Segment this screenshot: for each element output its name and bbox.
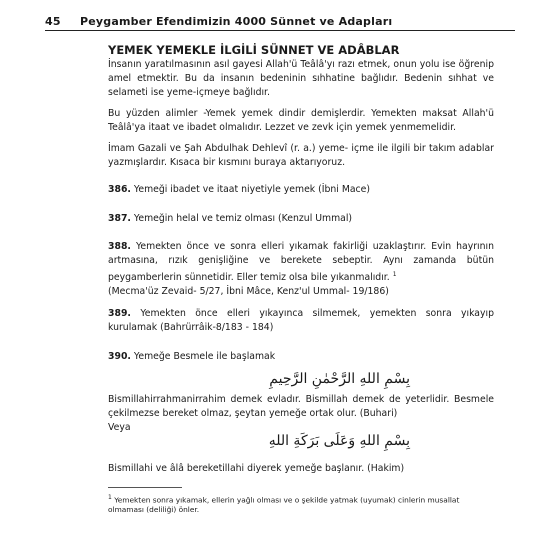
section-title: YEMEK YEMEKLE İLGİLİ SÜNNET VE ADÂBLAR: [108, 43, 400, 57]
item-text: Yemeğin helal ve temiz olması (Kenzul Ummal): [133, 213, 353, 224]
item-387: [108, 212, 494, 226]
item-text: Yemeği ibadet ve itaat niyetiyle yemek (İbni Mace): [133, 184, 371, 195]
running-title: Peygamber Efendimizin 4000 Sünnet ve Adapları: [80, 15, 393, 28]
basmala-paragraph: Bismillahirrahmanirrahim demek evladır. Bismillah demek de yeterlidir. Besmele çekilmezse bereket olmaz, şeytan yemeğe ortak olur. (Buhari): [108, 394, 494, 419]
footnote-mark: 1: [108, 494, 112, 501]
item-number: 389.: [108, 308, 131, 319]
item-386: [108, 183, 494, 197]
item-389: [108, 307, 494, 335]
footnote-marker: 1: [392, 271, 397, 278]
item-number: 386.: [108, 184, 131, 195]
arabic-bereket: بِسْمِ اللهِ وَعَلَى بَرَكَةِ اللهِ: [268, 433, 410, 449]
intro-paragraph-2: Bu yüzden alimler -Yemek yemek dindir demişlerdir. Yemekten maksat Allah'ü Teâlâ'ya itaat ve ibadet olmalıdır. Lezzet ve zevk için yemek yenmemelidir.: [108, 108, 494, 133]
footnote-rule: [108, 487, 182, 488]
item-text: Yemeğe Besmele ile başlamak: [133, 351, 276, 362]
page-header: [45, 12, 515, 32]
page-number: 45: [45, 15, 61, 28]
intro-paragraph-3: İmam Gazali ve Şah Abdulhak Dehlevî (r. a.) yeme- içme ile ilgili bir takım adablar yazmışlardır. Kısaca bir kısmını buraya aktarıyoruz.: [108, 143, 494, 168]
item-text: Yemekten önce ve sonra elleri yıkamak fakirliği uzaklaştırır. Evin hayrının artmasına, rızık genişliğine ve berekete sebeptir. Aynı zamanda bütün peygamberlerin sünnetidir. Eller temiz olsa bile yıkanmalıdır.: [108, 241, 494, 284]
item-number: 388.: [108, 241, 131, 252]
item-number: 390.: [108, 351, 131, 362]
footnote: [108, 493, 488, 515]
arabic-basmala: بِسْمِ اللهِ الرَّحْمٰنِ الرَّحِيمِ: [269, 371, 410, 387]
item-390: [108, 350, 494, 364]
item-number: 387.: [108, 213, 131, 224]
footnote-text: Yemekten sonra yıkamak, ellerin yağlı olması ve o şekilde yatmak (uyumak) cinlerin musallat olmaması (deliliği) önler.: [108, 495, 460, 515]
intro-paragraph-1: İnsanın yaratılmasının asıl gayesi Allah'ü Teâlâ'yı razı etmek, onun yolu ise öğrenip amel etmektir. Bu da insanın bedeninin sıhhatine bağlıdır. Bedenin sıhhat ve selameti ise yeme-içmeye bağlıdır.: [108, 59, 494, 98]
veya-text: Veya: [108, 422, 131, 433]
item-388: [108, 240, 494, 299]
header-rule: [45, 30, 515, 31]
bereket-paragraph: Bismillahi ve âlâ bereketillahi diyerek yemeğe başlanır. (Hakim): [108, 463, 405, 474]
item-source: (Mecma'üz Zevaid- 5/27, İbni Mâce, Kenz'ul Ummal- 19/186): [108, 286, 389, 298]
item-text: Yemekten önce elleri yıkayınca silmemek, yemekten sonra yıkayıp kurulamak (Bahrürrâik-8/183 - 184): [108, 308, 494, 333]
